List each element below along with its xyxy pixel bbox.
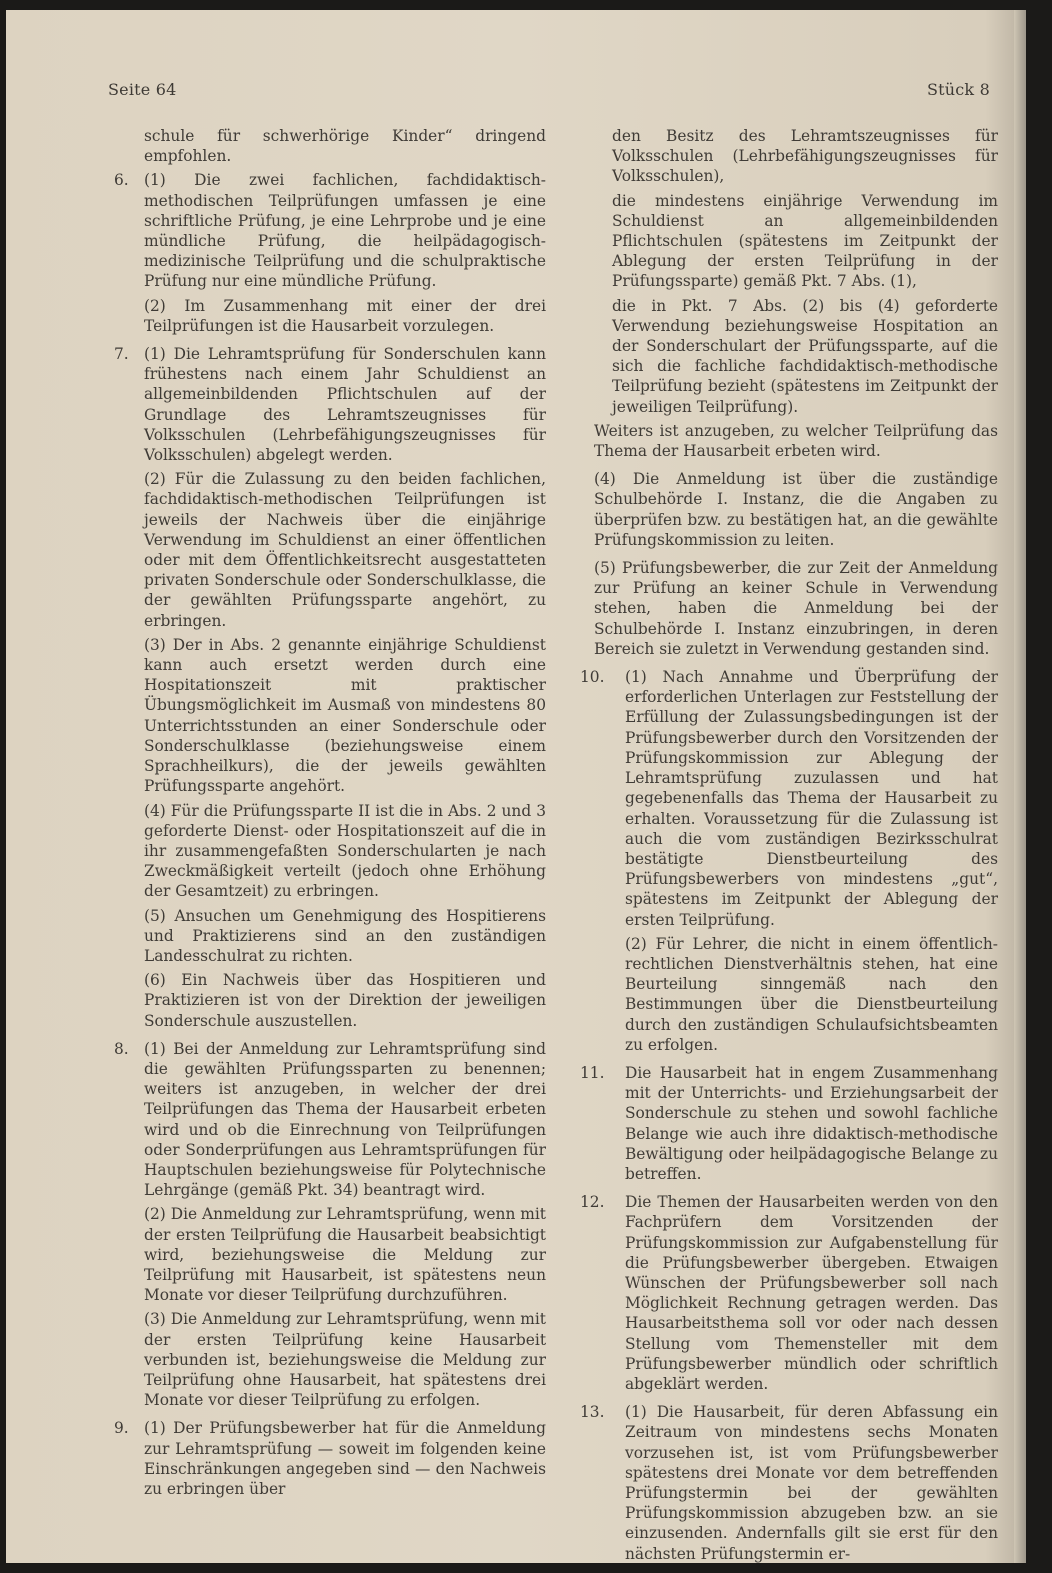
section-6 — [114, 170, 546, 336]
section-7 — [114, 344, 546, 1031]
section-13 — [580, 1402, 998, 1564]
right-column — [580, 126, 998, 1572]
section-number: 7. — [114, 345, 129, 364]
paragraph: (5) Prüfungsbewerber, die zur Zeit der Anmeldung zur Prüfung an keiner Schule in Verwendung stehen, haben die Anmeldung bei der Schulbehörde I. Instanz einzubringen, in deren Bereich sie zuletzt in Verwendung gestanden sind. — [594, 559, 998, 658]
section-number: 9. — [114, 1419, 129, 1438]
paragraph: Weiters ist anzugeben, zu welcher Teilprüfung das Thema der Hausarbeit erbeten wird. — [594, 421, 998, 461]
section-number: 10. — [580, 668, 605, 687]
paragraph: (3) Der in Abs. 2 genannte einjährige Schuldienst kann auch ersetzt werden durch eine Hospitationszeit mit praktischer Übungsmöglichkeit im Ausmaß von mindestens 80 Unterrichtsstunden an einer Sonderschule oder Sonderschulklasse (beziehungsweise einem Sprachheilkurs), die der jeweils gewählten Prüfungssparte angehört. — [144, 635, 546, 796]
paragraph: (2) Für Lehrer, die nicht in einem öffentlich-rechtlichen Dienstverhältnis stehen, hat eine Beurteilung sinngemäß nach den Bestimmungen über die Dienstbeurteilung durch den zuständigen Schulaufsichtsbeamten zu erfolgen. — [625, 934, 998, 1054]
paragraph: (1) Der Prüfungsbewerber hat für die Anmeldung zur Lehramtsprüfung — soweit im folgenden keine Einschränkungen angegeben sind — den Nachweis zu erbringen über — [144, 1419, 546, 1498]
section-11 — [580, 1063, 998, 1184]
paragraph: (4) Für die Prüfungssparte II ist die in Abs. 2 und 3 geforderte Dienst- oder Hospitationszeit auf die in ihr zusammengefaßten Sonderschularten je nach Zweckmäßigkeit verteilt (jedoch ohne Erhöhung der Gesamtzeit) zu erbringen. — [144, 801, 546, 901]
paragraph: (2) Im Zusammenhang mit einer der drei Teilprüfungen ist die Hausarbeit vorzulegen. — [144, 296, 546, 335]
paragraph: (3) Die Anmeldung zur Lehramtsprüfung, wenn mit der ersten Teilprüfung keine Hausarbeit verbunden ist, beziehungsweise die Meldung zur Teilprüfung ohne Hausarbeit, hat spätestens drei Monate vor dieser Teilprüfung zu erfolgen. — [144, 1310, 546, 1410]
section-number: 13. — [580, 1403, 605, 1422]
paragraph: Die Themen der Hausarbeiten werden von den Fachprüfern dem Vorsitzenden der Prüfungskommission zur Aufgabenstellung für die Prüfungsbewerber übergeben. Etwaigen Wünschen der Prüfungsbewerber soll nach Möglichkeit Rechnung getragen werden. Das Hausarbeitsthema soll vor oder nach dessen Stellung vom Themensteller mit dem Prüfungsbewerber mündlich oder schriftlich abgeklärt werden. — [625, 1193, 998, 1393]
paragraph: (1) Bei der Anmeldung zur Lehramtsprüfung sind die gewählten Prüfungssparten zu benennen; weiters ist anzugeben, in welcher der drei Teilprüfungen das Thema der Hausarbeit erbeten wird und ob die Einrechnung von Teilprüfungen oder Sonderprüfungen aus Lehramtsprüfungen für Hauptschulen beziehungsweise für Polytechnische Lehrgänge (gemäß Pkt. 34) beantragt wird. — [144, 1039, 546, 1200]
paragraph: (1) Nach Annahme und Überprüfung der erforderlichen Unterlagen zur Feststellung der Erfüllung der Zulassungsbedingungen ist der Prüfungsbewerber durch den Vorsitzenden der Prüfungskommission zur Ablegung der Lehramtsprüfung zuzulassen und hat gegebenenfalls das Thema der Hausarbeit zu erhalten. Voraussetzung für die Zulassung ist auch die vom zuständigen Bezirksschulrat bestätigte Dienstbeurteilung des Prüfungsbewerbers von mindestens „gut“, spätestens im Zeitpunkt der Ablegung der ersten Teilprüfung. — [625, 668, 998, 929]
paragraph: (5) Ansuchen um Genehmigung des Hospitierens und Praktizierens sind an den zuständigen Landesschulrat zu richten. — [144, 906, 546, 965]
section-12 — [580, 1192, 998, 1394]
left-column — [114, 126, 546, 1507]
page-edge-shadow — [1014, 10, 1026, 1563]
paragraph: (2) Die Anmeldung zur Lehramtsprüfung, wenn mit der ersten Teilprüfung die Hausarbeit beabsichtigt wird, beziehungsweise die Meldung zur Teilprüfung mit Hausarbeit, ist spätestens neun Monate vor dieser Teilprüfung durchzuführen. — [144, 1205, 546, 1305]
page-number: Seite 64 — [108, 80, 177, 99]
paragraph: (2) Für die Zulassung zu den beiden fachlichen, fachdidaktisch-methodischen Teilprüfungen ist jeweils der Nachweis über die einjährige Verwendung im Schuldienst an einer öffentlichen oder mit dem Öffentlichkeitsrecht ausgestatteten privaten Sonderschule oder Sonderschulklasse, die der gewählten Prüfungssparte angehört, zu erbringen. — [144, 470, 546, 630]
section-number: 6. — [114, 171, 129, 190]
section-9 — [114, 1418, 546, 1499]
document-page — [6, 10, 1026, 1563]
section-number: 12. — [580, 1193, 605, 1212]
section-number: 8. — [114, 1039, 129, 1058]
paragraph: (6) Ein Nachweis über das Hospitieren und Praktizieren ist von der Direktion der jeweiligen Sonderschule auszustellen. — [144, 971, 546, 1030]
requirement-item: die in Pkt. 7 Abs. (2) bis (4) geforderte Verwendung beziehungsweise Hospitation an der Sonderschulart der Prüfungssparte, auf die sich die fachliche fachdidaktisch-methodische Teilprüfung bezieht (spätestens im Zeitpunkt der jeweiligen Teilprüfung). — [612, 296, 998, 416]
paragraph: (1) Die Hausarbeit, für deren Abfassung ein Zeitraum von mindestens sechs Monaten vorzusehen ist, ist vom Prüfungsbewerber spätestens drei Monate vor dem betreffenden Prüfungstermin bei der gewählten Prüfungskommission abzugeben bzw. an sie einzusenden. Andernfalls gilt sie erst für den nächsten Prüfungstermin er- — [625, 1403, 998, 1563]
paragraph: (1) Die Lehramtsprüfung für Sonderschulen kann frühestens nach einem Jahr Schuldienst an allgemeinbildenden Pflichtschulen auf der Grundlage des Lehramtszeugnisses für Volksschulen (Lehrbefähigungszeugnisses für Volksschulen) abgelegt werden. — [144, 345, 546, 465]
continuation-text: schule für schwerhörige Kinder“ dringend empfohlen. — [144, 127, 546, 166]
section-number: 11. — [580, 1063, 605, 1082]
section-8 — [114, 1039, 546, 1411]
requirement-item: den Besitz des Lehramtszeugnisses für Volksschulen (Lehrbefähigungszeugnisses für Volksschulen), — [612, 127, 998, 186]
paragraph: (1) Die zwei fachlichen, fachdidaktisch-methodischen Teilprüfungen umfassen je eine schriftliche Prüfung, je eine Lehrprobe und je eine mündliche Prüfung, die heilpädagogisch-medizinische Teilprüfung und die schulpraktische Prüfung nur eine mündliche Prüfung. — [144, 171, 546, 291]
requirement-item: die mindestens einjährige Verwendung im Schuldienst an allgemeinbildenden Pflichtschulen (spätestens im Zeitpunkt der Ablegung der ersten Teilprüfung in der Prüfungssparte) gemäß Pkt. 7 Abs. (1), — [612, 191, 998, 291]
section-10 — [580, 667, 998, 1055]
paragraph: (4) Die Anmeldung ist über die zuständige Schulbehörde I. Instanz, die die Angaben zu überprüfen bzw. zu bestätigen hat, an die gewählte Prüfungskommission zu leiten. — [594, 470, 998, 549]
paragraph: Die Hausarbeit hat in engem Zusammenhang mit der Unterrichts- und Erziehungsarbeit der Sonderschule zu stehen und sowohl fachliche Belange wie auch ihre didaktisch-methodische Bewältigung oder heilpädagogische Belange zu betreffen. — [625, 1063, 998, 1183]
issue-number: Stück 8 — [926, 80, 990, 99]
